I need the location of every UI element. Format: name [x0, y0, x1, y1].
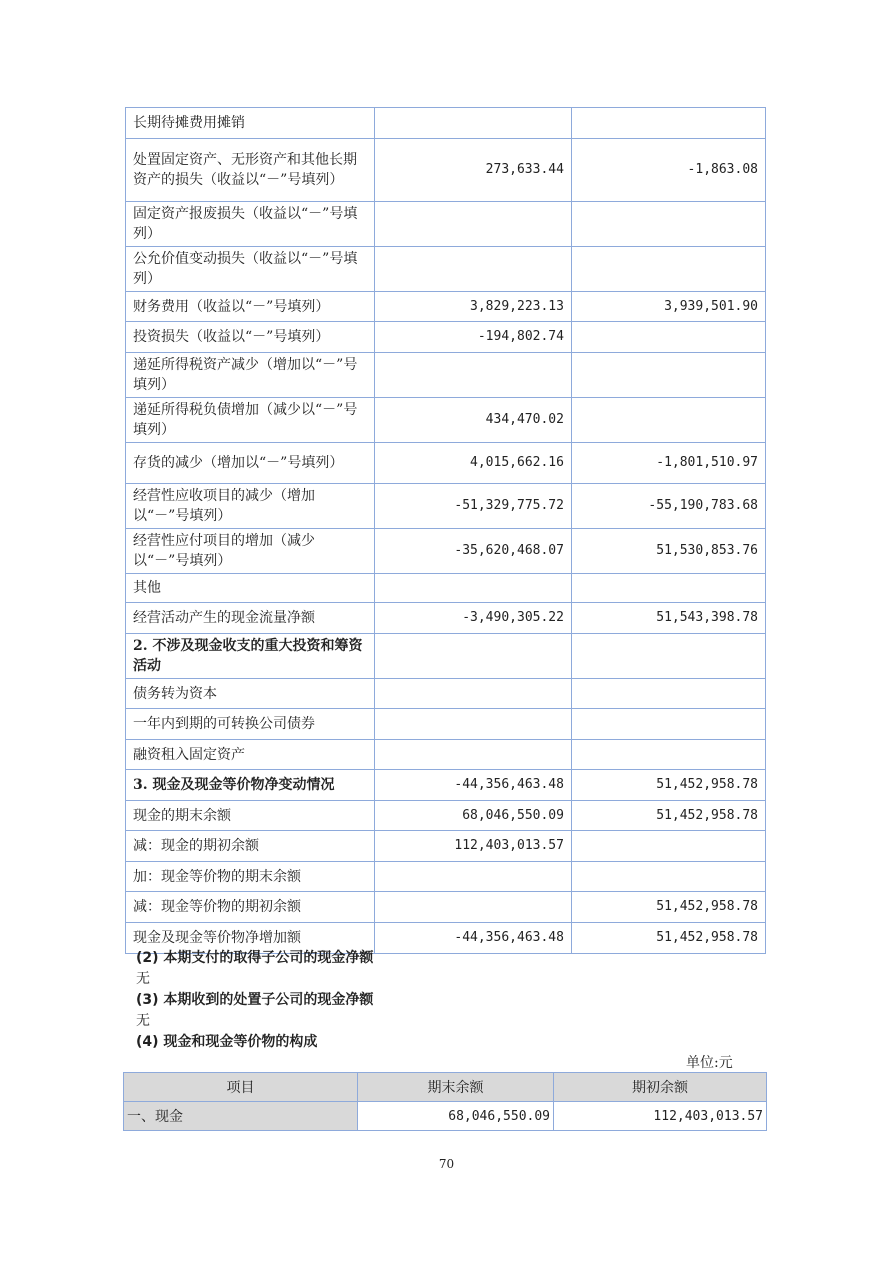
table-row — [126, 292, 766, 322]
table-header-row — [124, 1073, 767, 1102]
row-label: 财务费用（收益以“－”号填列） — [126, 292, 375, 322]
row-label: 融资租入固定资产 — [126, 740, 375, 770]
prior-period-value — [571, 108, 765, 139]
row-label: 存货的减少（增加以“－”号填列） — [126, 443, 375, 484]
prior-period-value: 51,452,958.78 — [571, 770, 765, 801]
current-period-value: 112,403,013.57 — [374, 831, 571, 862]
row-label: 经营性应付项目的增加（减少以“－”号填列） — [126, 529, 375, 574]
table-row — [126, 529, 766, 574]
row-label: 固定资产报废损失（收益以“－”号填列） — [126, 202, 375, 247]
row-label: 债务转为资本 — [126, 679, 375, 709]
table-row — [126, 322, 766, 353]
cash-flow-supplement-table — [125, 107, 766, 954]
row-label: 递延所得税资产减少（增加以“－”号填列） — [126, 353, 375, 398]
row-label: 经营活动产生的现金流量净额 — [126, 603, 375, 634]
table-row — [126, 679, 766, 709]
prior-period-value — [571, 353, 765, 398]
prior-period-value — [571, 740, 765, 770]
current-period-value: -3,490,305.22 — [374, 603, 571, 634]
note-value-2: 无 — [136, 971, 150, 987]
table-row — [126, 202, 766, 247]
table-row — [126, 709, 766, 740]
prior-period-value: 51,543,398.78 — [571, 603, 765, 634]
current-period-value: -194,802.74 — [374, 322, 571, 353]
row-label: 一年内到期的可转换公司债券 — [126, 709, 375, 740]
current-period-value — [374, 353, 571, 398]
table-row — [126, 139, 766, 202]
current-period-value — [374, 634, 571, 679]
current-period-value — [374, 709, 571, 740]
note-heading-2: (2) 本期支付的取得子公司的现金净额 — [136, 950, 374, 966]
current-period-value — [374, 740, 571, 770]
prior-period-value — [571, 202, 765, 247]
row-label: 长期待摊费用摊销 — [126, 108, 375, 139]
prior-period-value — [571, 679, 765, 709]
table-row — [126, 247, 766, 292]
header-begin-balance: 期初余额 — [554, 1073, 767, 1102]
prior-period-value — [571, 831, 765, 862]
table-row — [126, 892, 766, 923]
row-end-balance: 68,046,550.09 — [358, 1102, 554, 1131]
row-label: 减：现金的期初余额 — [126, 831, 375, 862]
table-row — [126, 603, 766, 634]
prior-period-value — [571, 247, 765, 292]
current-period-value: -35,620,468.07 — [374, 529, 571, 574]
row-label: 投资损失（收益以“－”号填列） — [126, 322, 375, 353]
current-period-value: -44,356,463.48 — [374, 770, 571, 801]
row-label: 公允价值变动损失（收益以“－”号填列） — [126, 247, 375, 292]
row-label: 减：现金等价物的期初余额 — [126, 892, 375, 923]
table-row — [126, 862, 766, 892]
row-label: 递延所得税负债增加（减少以“－”号填列） — [126, 398, 375, 443]
current-period-value: 68,046,550.09 — [374, 801, 571, 831]
prior-period-value: 51,452,958.78 — [571, 923, 765, 954]
current-period-value — [374, 862, 571, 892]
current-period-value — [374, 247, 571, 292]
row-label: 其他 — [126, 574, 375, 603]
cash-composition-table — [123, 1072, 767, 1131]
unit-label: 单位:元 — [686, 1055, 733, 1071]
current-period-value: -51,329,775.72 — [374, 484, 571, 529]
table-row — [126, 353, 766, 398]
current-period-value: 434,470.02 — [374, 398, 571, 443]
prior-period-value: -1,801,510.97 — [571, 443, 765, 484]
table-row — [126, 634, 766, 679]
table-row — [124, 1102, 767, 1131]
prior-period-value: 3,939,501.90 — [571, 292, 765, 322]
page-number: 70 — [438, 1157, 455, 1171]
row-label: 加：现金等价物的期末余额 — [126, 862, 375, 892]
table-row — [126, 831, 766, 862]
header-item: 项目 — [124, 1073, 358, 1102]
row-label: 处置固定资产、无形资产和其他长期资产的损失（收益以“－”号填列） — [126, 139, 375, 202]
prior-period-value — [571, 398, 765, 443]
table-row — [126, 484, 766, 529]
current-period-value — [374, 574, 571, 603]
prior-period-value — [571, 322, 765, 353]
prior-period-value: -55,190,783.68 — [571, 484, 765, 529]
row-label: 2. 不涉及现金收支的重大投资和筹资活动 — [126, 634, 375, 679]
header-end-balance: 期末余额 — [358, 1073, 554, 1102]
note-heading-3: (3) 本期收到的处置子公司的现金净额 — [136, 992, 374, 1008]
current-period-value: 3,829,223.13 — [374, 292, 571, 322]
row-begin-balance: 112,403,013.57 — [554, 1102, 767, 1131]
current-period-value — [374, 108, 571, 139]
table-row — [126, 443, 766, 484]
table-row — [126, 398, 766, 443]
cash-flow-table-body — [126, 108, 766, 954]
prior-period-value: 51,530,853.76 — [571, 529, 765, 574]
prior-period-value — [571, 862, 765, 892]
row-label: 现金及现金等价物净增加额 — [126, 923, 375, 954]
current-period-value: -44,356,463.48 — [374, 923, 571, 954]
table-row — [126, 770, 766, 801]
note-heading-4: (4) 现金和现金等价物的构成 — [136, 1034, 318, 1050]
prior-period-value: -1,863.08 — [571, 139, 765, 202]
current-period-value — [374, 892, 571, 923]
table-row — [126, 574, 766, 603]
table-row — [126, 801, 766, 831]
prior-period-value: 51,452,958.78 — [571, 801, 765, 831]
current-period-value — [374, 202, 571, 247]
note-value-3: 无 — [136, 1013, 150, 1029]
current-period-value: 4,015,662.16 — [374, 443, 571, 484]
prior-period-value — [571, 574, 765, 603]
row-label: 3. 现金及现金等价物净变动情况 — [126, 770, 375, 801]
prior-period-value: 51,452,958.78 — [571, 892, 765, 923]
current-period-value: 273,633.44 — [374, 139, 571, 202]
row-label: 现金的期末余额 — [126, 801, 375, 831]
prior-period-value — [571, 634, 765, 679]
current-period-value — [374, 679, 571, 709]
table-row — [126, 108, 766, 139]
prior-period-value — [571, 709, 765, 740]
row-label: 一、现金 — [124, 1102, 358, 1131]
row-label: 经营性应收项目的减少（增加以“－”号填列） — [126, 484, 375, 529]
table-row — [126, 740, 766, 770]
notes-section — [136, 948, 373, 1053]
